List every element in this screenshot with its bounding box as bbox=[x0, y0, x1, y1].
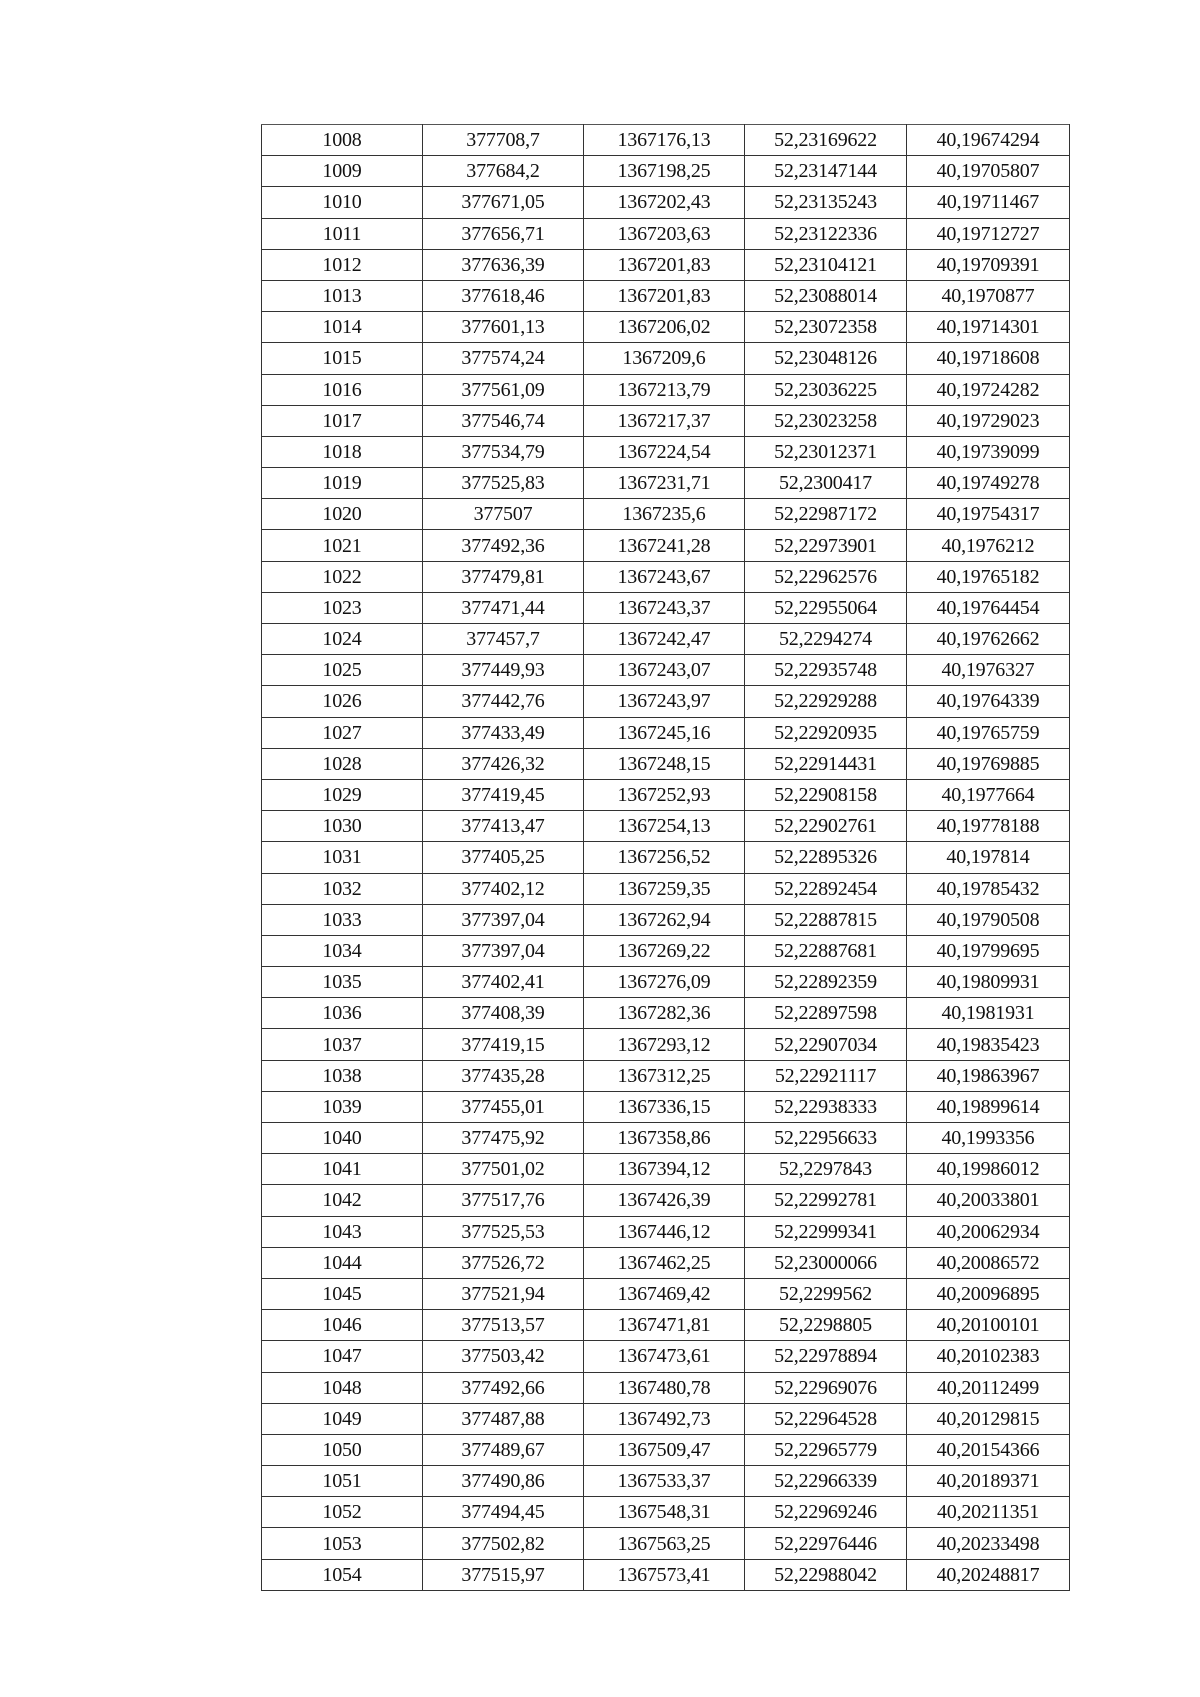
point-number-cell: 1030 bbox=[262, 811, 423, 842]
table-row bbox=[262, 499, 1070, 530]
longitude-cell: 40,19809931 bbox=[907, 967, 1070, 998]
latitude-cell: 52,22929288 bbox=[745, 686, 907, 717]
y-coordinate-cell: 1367224,54 bbox=[584, 436, 745, 467]
x-coordinate-cell: 377397,04 bbox=[423, 935, 584, 966]
y-coordinate-cell: 1367259,35 bbox=[584, 873, 745, 904]
table-row bbox=[262, 125, 1070, 156]
latitude-cell: 52,2300417 bbox=[745, 468, 907, 499]
x-coordinate-cell: 377442,76 bbox=[423, 686, 584, 717]
latitude-cell: 52,22992781 bbox=[745, 1185, 907, 1216]
longitude-cell: 40,19724282 bbox=[907, 374, 1070, 405]
latitude-cell: 52,22920935 bbox=[745, 717, 907, 748]
longitude-cell: 40,20086572 bbox=[907, 1247, 1070, 1278]
latitude-cell: 52,23135243 bbox=[745, 187, 907, 218]
longitude-cell: 40,20062934 bbox=[907, 1216, 1070, 1247]
point-number-cell: 1043 bbox=[262, 1216, 423, 1247]
table-row bbox=[262, 655, 1070, 686]
latitude-cell: 52,23072358 bbox=[745, 312, 907, 343]
longitude-cell: 40,19765182 bbox=[907, 561, 1070, 592]
x-coordinate-cell: 377515,97 bbox=[423, 1559, 584, 1590]
longitude-cell: 40,19718608 bbox=[907, 343, 1070, 374]
table-row bbox=[262, 468, 1070, 499]
longitude-cell: 40,19674294 bbox=[907, 125, 1070, 156]
longitude-cell: 40,20112499 bbox=[907, 1372, 1070, 1403]
y-coordinate-cell: 1367533,37 bbox=[584, 1466, 745, 1497]
table-row bbox=[262, 779, 1070, 810]
y-coordinate-cell: 1367336,15 bbox=[584, 1091, 745, 1122]
point-number-cell: 1050 bbox=[262, 1434, 423, 1465]
y-coordinate-cell: 1367563,25 bbox=[584, 1528, 745, 1559]
x-coordinate-cell: 377521,94 bbox=[423, 1278, 584, 1309]
longitude-cell: 40,19778188 bbox=[907, 811, 1070, 842]
y-coordinate-cell: 1367201,83 bbox=[584, 280, 745, 311]
y-coordinate-cell: 1367269,22 bbox=[584, 935, 745, 966]
latitude-cell: 52,22907034 bbox=[745, 1029, 907, 1060]
y-coordinate-cell: 1367446,12 bbox=[584, 1216, 745, 1247]
x-coordinate-cell: 377525,53 bbox=[423, 1216, 584, 1247]
point-number-cell: 1009 bbox=[262, 156, 423, 187]
point-number-cell: 1017 bbox=[262, 405, 423, 436]
table-row bbox=[262, 1497, 1070, 1528]
point-number-cell: 1020 bbox=[262, 499, 423, 530]
x-coordinate-cell: 377455,01 bbox=[423, 1091, 584, 1122]
latitude-cell: 52,2298805 bbox=[745, 1310, 907, 1341]
latitude-cell: 52,22964528 bbox=[745, 1403, 907, 1434]
latitude-cell: 52,23088014 bbox=[745, 280, 907, 311]
y-coordinate-cell: 1367509,47 bbox=[584, 1434, 745, 1465]
longitude-cell: 40,19714301 bbox=[907, 312, 1070, 343]
point-number-cell: 1011 bbox=[262, 218, 423, 249]
point-number-cell: 1026 bbox=[262, 686, 423, 717]
table-row bbox=[262, 374, 1070, 405]
coordinates-table-body bbox=[262, 125, 1070, 1591]
y-coordinate-cell: 1367256,52 bbox=[584, 842, 745, 873]
point-number-cell: 1025 bbox=[262, 655, 423, 686]
point-number-cell: 1054 bbox=[262, 1559, 423, 1590]
x-coordinate-cell: 377526,72 bbox=[423, 1247, 584, 1278]
y-coordinate-cell: 1367243,37 bbox=[584, 592, 745, 623]
point-number-cell: 1015 bbox=[262, 343, 423, 374]
y-coordinate-cell: 1367471,81 bbox=[584, 1310, 745, 1341]
y-coordinate-cell: 1367231,71 bbox=[584, 468, 745, 499]
latitude-cell: 52,22999341 bbox=[745, 1216, 907, 1247]
point-number-cell: 1036 bbox=[262, 998, 423, 1029]
point-number-cell: 1010 bbox=[262, 187, 423, 218]
latitude-cell: 52,22969076 bbox=[745, 1372, 907, 1403]
y-coordinate-cell: 1367293,12 bbox=[584, 1029, 745, 1060]
table-row bbox=[262, 904, 1070, 935]
latitude-cell: 52,22895326 bbox=[745, 842, 907, 873]
table-row bbox=[262, 592, 1070, 623]
y-coordinate-cell: 1367573,41 bbox=[584, 1559, 745, 1590]
table-row bbox=[262, 748, 1070, 779]
point-number-cell: 1048 bbox=[262, 1372, 423, 1403]
longitude-cell: 40,20248817 bbox=[907, 1559, 1070, 1590]
x-coordinate-cell: 377419,15 bbox=[423, 1029, 584, 1060]
x-coordinate-cell: 377684,2 bbox=[423, 156, 584, 187]
latitude-cell: 52,22978894 bbox=[745, 1341, 907, 1372]
latitude-cell: 52,23023258 bbox=[745, 405, 907, 436]
table-row bbox=[262, 405, 1070, 436]
y-coordinate-cell: 1367252,93 bbox=[584, 779, 745, 810]
point-number-cell: 1021 bbox=[262, 530, 423, 561]
point-number-cell: 1016 bbox=[262, 374, 423, 405]
x-coordinate-cell: 377397,04 bbox=[423, 904, 584, 935]
latitude-cell: 52,23104121 bbox=[745, 249, 907, 280]
x-coordinate-cell: 377708,7 bbox=[423, 125, 584, 156]
x-coordinate-cell: 377457,7 bbox=[423, 624, 584, 655]
table-row bbox=[262, 156, 1070, 187]
table-row bbox=[262, 561, 1070, 592]
table-row bbox=[262, 1216, 1070, 1247]
latitude-cell: 52,22969246 bbox=[745, 1497, 907, 1528]
latitude-cell: 52,22935748 bbox=[745, 655, 907, 686]
latitude-cell: 52,22908158 bbox=[745, 779, 907, 810]
x-coordinate-cell: 377419,45 bbox=[423, 779, 584, 810]
longitude-cell: 40,20189371 bbox=[907, 1466, 1070, 1497]
table-row bbox=[262, 624, 1070, 655]
longitude-cell: 40,19709391 bbox=[907, 249, 1070, 280]
x-coordinate-cell: 377546,74 bbox=[423, 405, 584, 436]
table-row bbox=[262, 1185, 1070, 1216]
point-number-cell: 1019 bbox=[262, 468, 423, 499]
table-row bbox=[262, 1559, 1070, 1590]
x-coordinate-cell: 377636,39 bbox=[423, 249, 584, 280]
latitude-cell: 52,22914431 bbox=[745, 748, 907, 779]
longitude-cell: 40,20211351 bbox=[907, 1497, 1070, 1528]
y-coordinate-cell: 1367248,15 bbox=[584, 748, 745, 779]
longitude-cell: 40,19863967 bbox=[907, 1060, 1070, 1091]
coordinates-sheet bbox=[261, 124, 1069, 1591]
y-coordinate-cell: 1367473,61 bbox=[584, 1341, 745, 1372]
table-row bbox=[262, 1372, 1070, 1403]
table-row bbox=[262, 998, 1070, 1029]
table-row bbox=[262, 1029, 1070, 1060]
longitude-cell: 40,1993356 bbox=[907, 1123, 1070, 1154]
longitude-cell: 40,19986012 bbox=[907, 1154, 1070, 1185]
x-coordinate-cell: 377492,36 bbox=[423, 530, 584, 561]
x-coordinate-cell: 377435,28 bbox=[423, 1060, 584, 1091]
longitude-cell: 40,1976327 bbox=[907, 655, 1070, 686]
y-coordinate-cell: 1367358,86 bbox=[584, 1123, 745, 1154]
latitude-cell: 52,23147144 bbox=[745, 156, 907, 187]
table-row bbox=[262, 1060, 1070, 1091]
x-coordinate-cell: 377405,25 bbox=[423, 842, 584, 873]
longitude-cell: 40,19799695 bbox=[907, 935, 1070, 966]
x-coordinate-cell: 377502,82 bbox=[423, 1528, 584, 1559]
table-row bbox=[262, 530, 1070, 561]
longitude-cell: 40,1976212 bbox=[907, 530, 1070, 561]
table-row bbox=[262, 811, 1070, 842]
table-row bbox=[262, 1247, 1070, 1278]
longitude-cell: 40,19769885 bbox=[907, 748, 1070, 779]
point-number-cell: 1053 bbox=[262, 1528, 423, 1559]
longitude-cell: 40,19835423 bbox=[907, 1029, 1070, 1060]
latitude-cell: 52,23048126 bbox=[745, 343, 907, 374]
table-row bbox=[262, 1466, 1070, 1497]
table-row bbox=[262, 686, 1070, 717]
point-number-cell: 1045 bbox=[262, 1278, 423, 1309]
x-coordinate-cell: 377492,66 bbox=[423, 1372, 584, 1403]
point-number-cell: 1042 bbox=[262, 1185, 423, 1216]
point-number-cell: 1037 bbox=[262, 1029, 423, 1060]
table-row bbox=[262, 1434, 1070, 1465]
y-coordinate-cell: 1367480,78 bbox=[584, 1372, 745, 1403]
y-coordinate-cell: 1367235,6 bbox=[584, 499, 745, 530]
y-coordinate-cell: 1367209,6 bbox=[584, 343, 745, 374]
y-coordinate-cell: 1367426,39 bbox=[584, 1185, 745, 1216]
y-coordinate-cell: 1367202,43 bbox=[584, 187, 745, 218]
latitude-cell: 52,22892454 bbox=[745, 873, 907, 904]
x-coordinate-cell: 377561,09 bbox=[423, 374, 584, 405]
table-row bbox=[262, 1091, 1070, 1122]
point-number-cell: 1024 bbox=[262, 624, 423, 655]
latitude-cell: 52,22892359 bbox=[745, 967, 907, 998]
latitude-cell: 52,2294274 bbox=[745, 624, 907, 655]
latitude-cell: 52,22938333 bbox=[745, 1091, 907, 1122]
point-number-cell: 1028 bbox=[262, 748, 423, 779]
table-row bbox=[262, 249, 1070, 280]
longitude-cell: 40,20096895 bbox=[907, 1278, 1070, 1309]
x-coordinate-cell: 377489,67 bbox=[423, 1434, 584, 1465]
latitude-cell: 52,22973901 bbox=[745, 530, 907, 561]
table-row bbox=[262, 218, 1070, 249]
table-row bbox=[262, 280, 1070, 311]
x-coordinate-cell: 377574,24 bbox=[423, 343, 584, 374]
point-number-cell: 1044 bbox=[262, 1247, 423, 1278]
point-number-cell: 1034 bbox=[262, 935, 423, 966]
latitude-cell: 52,22962576 bbox=[745, 561, 907, 592]
y-coordinate-cell: 1367213,79 bbox=[584, 374, 745, 405]
x-coordinate-cell: 377513,57 bbox=[423, 1310, 584, 1341]
x-coordinate-cell: 377503,42 bbox=[423, 1341, 584, 1372]
longitude-cell: 40,20033801 bbox=[907, 1185, 1070, 1216]
x-coordinate-cell: 377471,44 bbox=[423, 592, 584, 623]
y-coordinate-cell: 1367201,83 bbox=[584, 249, 745, 280]
table-row bbox=[262, 187, 1070, 218]
x-coordinate-cell: 377402,12 bbox=[423, 873, 584, 904]
y-coordinate-cell: 1367242,47 bbox=[584, 624, 745, 655]
point-number-cell: 1038 bbox=[262, 1060, 423, 1091]
y-coordinate-cell: 1367492,73 bbox=[584, 1403, 745, 1434]
x-coordinate-cell: 377433,49 bbox=[423, 717, 584, 748]
x-coordinate-cell: 377601,13 bbox=[423, 312, 584, 343]
y-coordinate-cell: 1367469,42 bbox=[584, 1278, 745, 1309]
longitude-cell: 40,19785432 bbox=[907, 873, 1070, 904]
table-row bbox=[262, 1310, 1070, 1341]
y-coordinate-cell: 1367176,13 bbox=[584, 125, 745, 156]
table-row bbox=[262, 1341, 1070, 1372]
point-number-cell: 1041 bbox=[262, 1154, 423, 1185]
point-number-cell: 1052 bbox=[262, 1497, 423, 1528]
longitude-cell: 40,20233498 bbox=[907, 1528, 1070, 1559]
latitude-cell: 52,23122336 bbox=[745, 218, 907, 249]
table-row bbox=[262, 873, 1070, 904]
table-row bbox=[262, 717, 1070, 748]
longitude-cell: 40,20100101 bbox=[907, 1310, 1070, 1341]
point-number-cell: 1047 bbox=[262, 1341, 423, 1372]
table-row bbox=[262, 436, 1070, 467]
longitude-cell: 40,19764339 bbox=[907, 686, 1070, 717]
longitude-cell: 40,20129815 bbox=[907, 1403, 1070, 1434]
table-row bbox=[262, 1154, 1070, 1185]
latitude-cell: 52,22921117 bbox=[745, 1060, 907, 1091]
x-coordinate-cell: 377671,05 bbox=[423, 187, 584, 218]
x-coordinate-cell: 377507 bbox=[423, 499, 584, 530]
latitude-cell: 52,22966339 bbox=[745, 1466, 907, 1497]
latitude-cell: 52,23012371 bbox=[745, 436, 907, 467]
y-coordinate-cell: 1367243,67 bbox=[584, 561, 745, 592]
table-row bbox=[262, 1278, 1070, 1309]
latitude-cell: 52,22976446 bbox=[745, 1528, 907, 1559]
point-number-cell: 1018 bbox=[262, 436, 423, 467]
point-number-cell: 1012 bbox=[262, 249, 423, 280]
coordinates-table bbox=[261, 124, 1070, 1591]
longitude-cell: 40,20154366 bbox=[907, 1434, 1070, 1465]
latitude-cell: 52,22897598 bbox=[745, 998, 907, 1029]
x-coordinate-cell: 377494,45 bbox=[423, 1497, 584, 1528]
x-coordinate-cell: 377402,41 bbox=[423, 967, 584, 998]
y-coordinate-cell: 1367203,63 bbox=[584, 218, 745, 249]
y-coordinate-cell: 1367394,12 bbox=[584, 1154, 745, 1185]
longitude-cell: 40,19711467 bbox=[907, 187, 1070, 218]
y-coordinate-cell: 1367548,31 bbox=[584, 1497, 745, 1528]
latitude-cell: 52,22887681 bbox=[745, 935, 907, 966]
table-row bbox=[262, 967, 1070, 998]
point-number-cell: 1031 bbox=[262, 842, 423, 873]
x-coordinate-cell: 377525,83 bbox=[423, 468, 584, 499]
longitude-cell: 40,19705807 bbox=[907, 156, 1070, 187]
y-coordinate-cell: 1367462,25 bbox=[584, 1247, 745, 1278]
x-coordinate-cell: 377413,47 bbox=[423, 811, 584, 842]
point-number-cell: 1029 bbox=[262, 779, 423, 810]
y-coordinate-cell: 1367276,09 bbox=[584, 967, 745, 998]
x-coordinate-cell: 377656,71 bbox=[423, 218, 584, 249]
point-number-cell: 1032 bbox=[262, 873, 423, 904]
point-number-cell: 1033 bbox=[262, 904, 423, 935]
latitude-cell: 52,23169622 bbox=[745, 125, 907, 156]
longitude-cell: 40,19712727 bbox=[907, 218, 1070, 249]
y-coordinate-cell: 1367206,02 bbox=[584, 312, 745, 343]
y-coordinate-cell: 1367217,37 bbox=[584, 405, 745, 436]
longitude-cell: 40,19762662 bbox=[907, 624, 1070, 655]
table-row bbox=[262, 1403, 1070, 1434]
x-coordinate-cell: 377479,81 bbox=[423, 561, 584, 592]
longitude-cell: 40,1970877 bbox=[907, 280, 1070, 311]
x-coordinate-cell: 377618,46 bbox=[423, 280, 584, 311]
x-coordinate-cell: 377534,79 bbox=[423, 436, 584, 467]
longitude-cell: 40,19749278 bbox=[907, 468, 1070, 499]
point-number-cell: 1051 bbox=[262, 1466, 423, 1497]
y-coordinate-cell: 1367243,07 bbox=[584, 655, 745, 686]
point-number-cell: 1014 bbox=[262, 312, 423, 343]
point-number-cell: 1023 bbox=[262, 592, 423, 623]
longitude-cell: 40,197814 bbox=[907, 842, 1070, 873]
point-number-cell: 1040 bbox=[262, 1123, 423, 1154]
table-row bbox=[262, 1123, 1070, 1154]
latitude-cell: 52,22988042 bbox=[745, 1559, 907, 1590]
latitude-cell: 52,2299562 bbox=[745, 1278, 907, 1309]
point-number-cell: 1046 bbox=[262, 1310, 423, 1341]
y-coordinate-cell: 1367312,25 bbox=[584, 1060, 745, 1091]
y-coordinate-cell: 1367254,13 bbox=[584, 811, 745, 842]
point-number-cell: 1049 bbox=[262, 1403, 423, 1434]
point-number-cell: 1022 bbox=[262, 561, 423, 592]
point-number-cell: 1027 bbox=[262, 717, 423, 748]
x-coordinate-cell: 377449,93 bbox=[423, 655, 584, 686]
x-coordinate-cell: 377426,32 bbox=[423, 748, 584, 779]
table-row bbox=[262, 343, 1070, 374]
x-coordinate-cell: 377475,92 bbox=[423, 1123, 584, 1154]
table-row bbox=[262, 312, 1070, 343]
x-coordinate-cell: 377490,86 bbox=[423, 1466, 584, 1497]
longitude-cell: 40,20102383 bbox=[907, 1341, 1070, 1372]
latitude-cell: 52,22965779 bbox=[745, 1434, 907, 1465]
latitude-cell: 52,22955064 bbox=[745, 592, 907, 623]
y-coordinate-cell: 1367262,94 bbox=[584, 904, 745, 935]
x-coordinate-cell: 377487,88 bbox=[423, 1403, 584, 1434]
latitude-cell: 52,22902761 bbox=[745, 811, 907, 842]
y-coordinate-cell: 1367282,36 bbox=[584, 998, 745, 1029]
x-coordinate-cell: 377408,39 bbox=[423, 998, 584, 1029]
point-number-cell: 1035 bbox=[262, 967, 423, 998]
longitude-cell: 40,19764454 bbox=[907, 592, 1070, 623]
longitude-cell: 40,19765759 bbox=[907, 717, 1070, 748]
longitude-cell: 40,1977664 bbox=[907, 779, 1070, 810]
longitude-cell: 40,1981931 bbox=[907, 998, 1070, 1029]
point-number-cell: 1013 bbox=[262, 280, 423, 311]
point-number-cell: 1008 bbox=[262, 125, 423, 156]
y-coordinate-cell: 1367243,97 bbox=[584, 686, 745, 717]
table-row bbox=[262, 842, 1070, 873]
latitude-cell: 52,23036225 bbox=[745, 374, 907, 405]
longitude-cell: 40,19739099 bbox=[907, 436, 1070, 467]
latitude-cell: 52,23000066 bbox=[745, 1247, 907, 1278]
y-coordinate-cell: 1367241,28 bbox=[584, 530, 745, 561]
longitude-cell: 40,19899614 bbox=[907, 1091, 1070, 1122]
y-coordinate-cell: 1367198,25 bbox=[584, 156, 745, 187]
longitude-cell: 40,19754317 bbox=[907, 499, 1070, 530]
longitude-cell: 40,19790508 bbox=[907, 904, 1070, 935]
x-coordinate-cell: 377517,76 bbox=[423, 1185, 584, 1216]
table-row bbox=[262, 1528, 1070, 1559]
table-row bbox=[262, 935, 1070, 966]
latitude-cell: 52,2297843 bbox=[745, 1154, 907, 1185]
latitude-cell: 52,22887815 bbox=[745, 904, 907, 935]
point-number-cell: 1039 bbox=[262, 1091, 423, 1122]
y-coordinate-cell: 1367245,16 bbox=[584, 717, 745, 748]
latitude-cell: 52,22987172 bbox=[745, 499, 907, 530]
x-coordinate-cell: 377501,02 bbox=[423, 1154, 584, 1185]
longitude-cell: 40,19729023 bbox=[907, 405, 1070, 436]
latitude-cell: 52,22956633 bbox=[745, 1123, 907, 1154]
